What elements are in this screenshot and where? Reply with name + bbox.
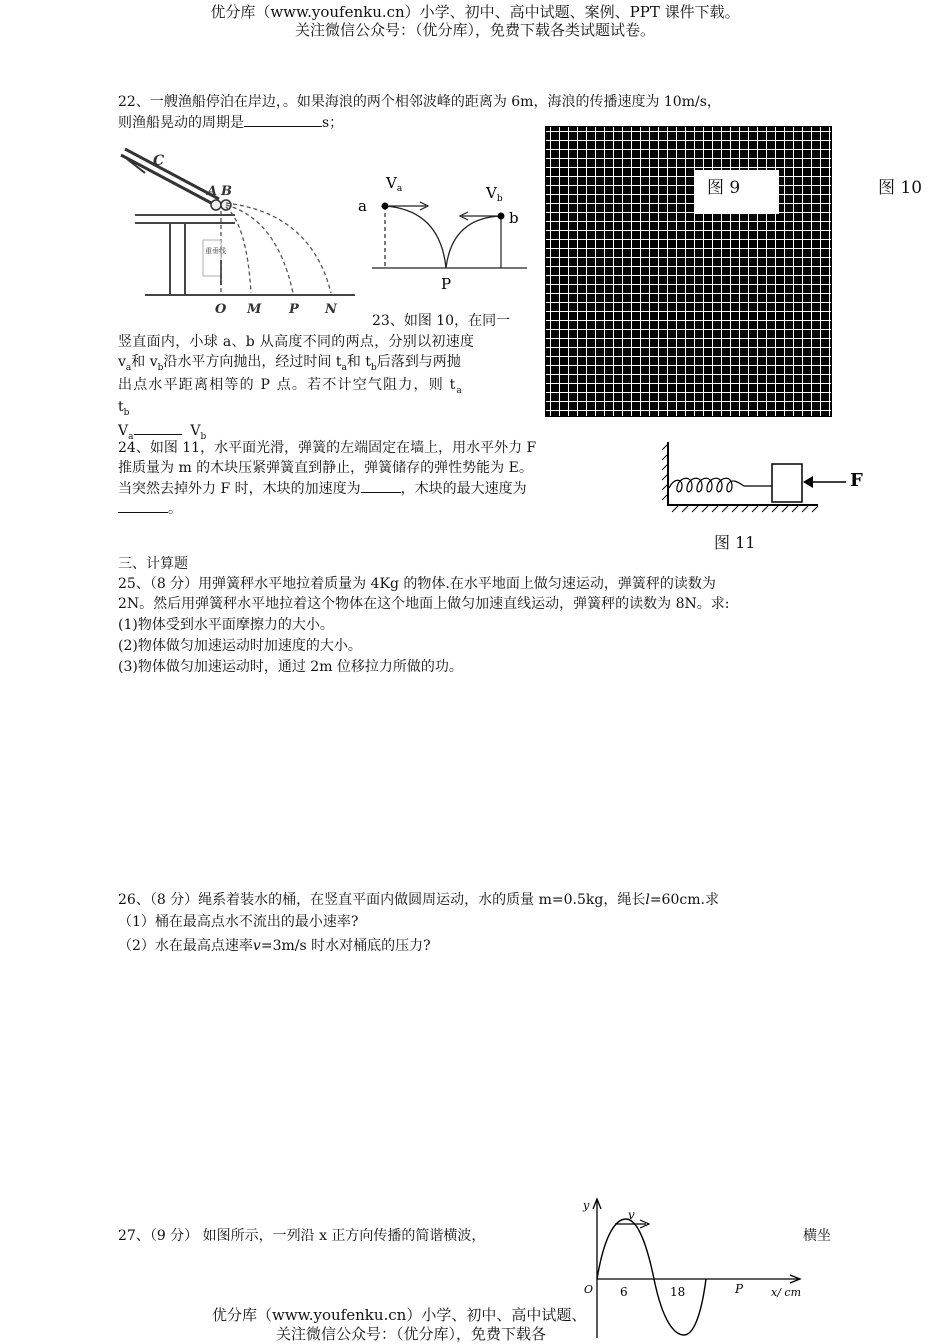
label-n: N xyxy=(325,302,337,317)
wave-velocity-label: v xyxy=(628,1208,635,1222)
q22-line-2 xyxy=(118,112,343,133)
footer-line-1: 优分库（www.youfenku.cn）小学、初中、高中试题、 xyxy=(212,1306,587,1324)
wave-figure xyxy=(572,1193,810,1341)
q25-item-1: (1)物体受到水平面摩擦力的大小。 xyxy=(118,617,334,633)
label-b: B xyxy=(221,184,232,199)
q22-answer-blank[interactable] xyxy=(244,112,322,127)
q24-line-3: 当突然去掉外力 F 时，木块的加速度为 ，木块的最大速度为 xyxy=(118,478,527,499)
wave-tick-6: 6 xyxy=(620,1285,628,1299)
q22-line-2-pre: 则渔船晃动的周期是 xyxy=(118,115,244,131)
q22-line-1: 22、一艘渔船停泊在岸边，。如果海浪的两个相邻波峰的距离为 6m，海浪的传播速度为 10m/s， xyxy=(118,94,721,110)
figure-9-grid xyxy=(545,126,832,417)
fig11-force-label: F xyxy=(850,470,863,491)
q23-line-4: 出点水平距离相等的 P 点。若不计空气阻力，则 $t_a$ xyxy=(118,377,463,396)
q24-line-2: 推质量为 m 的木块压紧弹簧直到静止，弹簧储存的弹性势能为 E。 xyxy=(118,460,533,476)
fig10-vb: $V_b$ xyxy=(486,184,503,204)
q26-item-2: （2）水在最高点速率v=3m/s 时水对桶底的压力? xyxy=(118,938,431,954)
q26-line-1: 26、（8 分）绳系着装水的桶，在竖直平面内做圆周运动，水的质量 m=0.5kg，绳长l=60cm.求 xyxy=(118,892,719,908)
q23-line-2: 竖直面内，小球 a、b 从高度不同的两点，分别以初速度 xyxy=(118,334,475,350)
q24-answer-blank-1[interactable] xyxy=(361,478,401,493)
q27-line-1-tail: 横坐 xyxy=(803,1228,831,1244)
figure-10-diagram xyxy=(352,168,532,298)
label-a: A xyxy=(207,184,218,199)
section-3-heading: 三、计算题 xyxy=(118,556,188,572)
q24-line-1: 24、如图 11，水平面光滑，弹簧的左端固定在墙上，用水平外力 F xyxy=(118,440,537,456)
q25-item-2: (2)物体做匀加速运动时加速度的大小。 xyxy=(118,638,362,654)
fig10-label-p: P xyxy=(441,275,452,293)
fig10-label-a: a xyxy=(358,197,367,215)
label-c: C xyxy=(153,153,165,169)
q25-item-3: (3)物体做匀加速运动时，通过 2m 位移拉力所做的功。 xyxy=(118,659,463,675)
q27-line-1: 27、（9 分） 如图所示，一列沿 x 正方向传播的简谐横波， xyxy=(118,1228,486,1244)
header-line-2: 关注微信公众号：（优分库），免费下载各类试题试卷。 xyxy=(294,21,655,39)
wave-origin-label: O xyxy=(584,1283,594,1296)
wave-y-axis-label: y xyxy=(583,1199,590,1212)
footer-line-2: 关注微信公众号：（优分库），免费下载各 xyxy=(276,1325,547,1343)
figure-11-caption: 图 11 xyxy=(714,533,756,552)
q23-line-5: $t_b$ xyxy=(118,399,130,418)
q23-answer-blank-2[interactable] xyxy=(134,420,182,435)
label-m: M xyxy=(247,302,262,317)
q23-line-1: 23、如图 10，在同一 xyxy=(372,313,511,329)
label-p: P xyxy=(289,302,299,317)
wave-point-p: P xyxy=(735,1282,744,1296)
header-line-1: 优分库（www.youfenku.cn）小学、初中、高中试题、案例、PPT 课件下载。 xyxy=(210,3,740,21)
wave-tick-18: 18 xyxy=(670,1285,686,1299)
plumb-line-label: 重垂线 xyxy=(205,247,226,255)
label-o: O xyxy=(215,302,227,317)
figure-10-label: 图 10 xyxy=(878,178,923,198)
fig10-va: $V_a$ xyxy=(386,174,403,194)
projectile-ramp-figure xyxy=(115,145,360,320)
figure-11-spring xyxy=(660,438,870,518)
fig10-label-b: b xyxy=(509,209,519,227)
q23-line-3: $v_a$和 $v_b$沿水平方向抛出，经过时间 $t_a$和 $t_b$后落到与两抛 xyxy=(118,354,461,373)
q25-line-1: 25、（8 分）用弹簧秤水平地拉着质量为 4Kg 的物体.在水平地面上做匀速运动，弹簧秤的读数为 xyxy=(118,576,716,592)
q23-line-6: $V_a$ $V_b$ xyxy=(118,420,206,447)
wave-x-axis-label: x/ cm xyxy=(771,1286,801,1299)
figure-9-label: 图 9 xyxy=(695,170,779,214)
q26-item-1: （1）桶在最高点水不流出的最小速率? xyxy=(118,914,359,930)
q25-line-2: 2N。然后用弹簧秤水平地拉着这个物体在这个地面上做匀加速直线运动，弹簧秤的读数为 8N。求: xyxy=(118,596,730,612)
q24-answer-blank-2[interactable] xyxy=(118,498,168,513)
q22-line-2-post: s； xyxy=(322,115,344,131)
q24-line-4: 。 xyxy=(118,498,182,519)
